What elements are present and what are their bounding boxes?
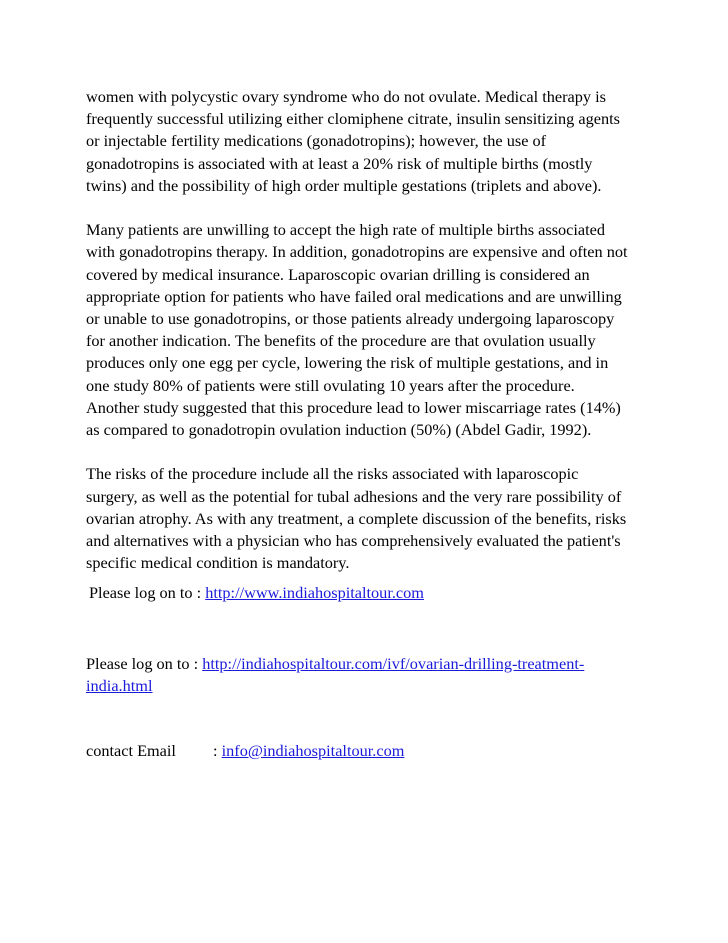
text-line: appropriate option for patients who have failed oral medications and are unwilling [86,286,622,306]
paragraph-intro [86,86,646,197]
website-link[interactable]: http://www.indiahospitaltour.com [205,583,424,602]
text-line: The risks of the procedure include all the risks associated with laparoscopic [86,464,579,484]
text-line: specific medical condition is mandatory. [86,553,350,573]
link-label: Please log on to : [86,654,203,673]
paragraph-benefits [86,219,646,441]
website-link-row [89,582,424,604]
text-line: women with polycystic ovary syndrome who do not ovulate. Medical therapy is [86,87,606,106]
treatment-link-row [86,653,584,697]
text-line: frequently successful utilizing either clomiphene citrate, insulin sensitizing agents [86,109,620,129]
text-line: covered by medical insurance. Laparoscopic ovarian drilling is considered an [86,264,590,284]
text-line: with gonadotropins therapy. In addition, gonadotropins are expensive and often not [86,242,628,262]
contact-separator: : [213,741,222,760]
treatment-page-link-continued[interactable]: india.html [86,676,153,696]
link-label: Please log on to : [89,583,206,602]
text-line: gonadotropins is associated with at least a 20% risk of multiple births (mostly [86,153,593,173]
text-line: Many patients are unwilling to accept the high rate of multiple births associated [86,220,606,240]
text-line: or injectable fertility medications (gonadotropins); however, the use of [86,131,547,151]
contact-email-row [86,740,404,762]
paragraph-risks [86,463,646,574]
treatment-page-link[interactable]: http://indiahospitaltour.com/ivf/ovarian-drilling-treatment- [202,654,585,673]
document-body [86,86,646,574]
text-line: surgery, as well as the potential for tubal adhesions and the very rare possibility of [86,486,622,506]
contact-email-label: contact Email [86,741,176,760]
text-line: as compared to gonadotropin ovulation induction (50%) (Abdel Gadir, 1992). [86,420,592,440]
text-line: ovarian atrophy. As with any treatment, a complete discussion of the benefits, risks [86,508,627,528]
text-line: one study 80% of patients were still ovulating 10 years after the procedure. [86,375,575,395]
text-line: or unable to use gonadotropins, or those patients already undergoing laparoscopy [86,309,615,329]
text-line: produces only one egg per cycle, lowering the risk of multiple gestations, and in [86,353,609,373]
text-line: Another study suggested that this procedure lead to lower miscarriage rates (14%) [86,397,621,417]
text-line: for another indication. The benefits of the procedure are that ovulation usually [86,331,596,351]
text-line: twins) and the possibility of high order multiple gestations (triplets and above). [86,175,602,195]
text-line: and alternatives with a physician who has comprehensively evaluated the patient's [86,531,621,551]
contact-email-link[interactable]: info@indiahospitaltour.com [221,741,405,760]
